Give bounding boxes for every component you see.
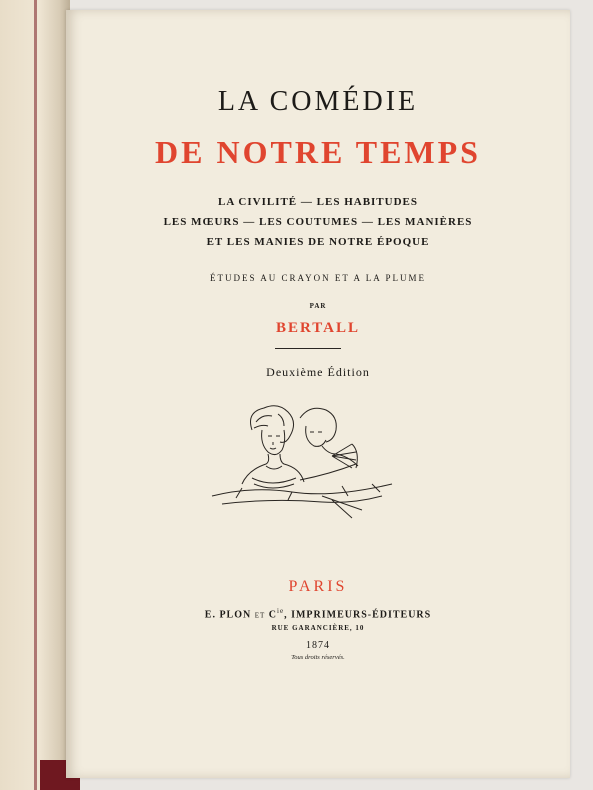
author-name: BERTALL <box>275 320 361 336</box>
title-line-1: LA COMÉDIE <box>217 86 419 117</box>
subtitle-line-1: LA CIVILITÉ — LES HABITUDES <box>217 196 418 208</box>
imprint-city: PARIS <box>288 578 348 595</box>
edition-label: Deuxième Édition <box>266 365 370 379</box>
publisher-et: ET <box>254 611 266 620</box>
etudes-line: ÉTUDES AU CRAYON ET A LA PLUME <box>209 273 427 283</box>
divider-rule <box>275 348 341 349</box>
by-label: PAR <box>309 302 327 310</box>
imprint-publisher <box>66 607 570 620</box>
title-line-2: DE NOTRE TEMPS <box>155 134 481 170</box>
publisher-co: C <box>268 609 278 621</box>
subtitle-line-2: LES MŒURS — LES COUTUMES — LES MANIÈRES <box>163 216 473 228</box>
imprint-rights: Tous droits réservés. <box>291 654 345 661</box>
imprint-year: 1874 <box>306 640 330 651</box>
imprint-address: RUE GARANCIÈRE, 10 <box>271 624 365 632</box>
subtitle-line-3: ET LES MANIES DE NOTRE ÉPOQUE <box>206 236 430 248</box>
publisher-name: E. PLON <box>204 609 252 621</box>
publisher-role: , IMPRIMEURS-ÉDITEURS <box>284 609 432 621</box>
engraving-illustration-icon <box>182 400 422 520</box>
title-page <box>66 10 570 778</box>
publisher-co-sup: ie <box>277 607 285 615</box>
spine-edge <box>34 0 37 790</box>
